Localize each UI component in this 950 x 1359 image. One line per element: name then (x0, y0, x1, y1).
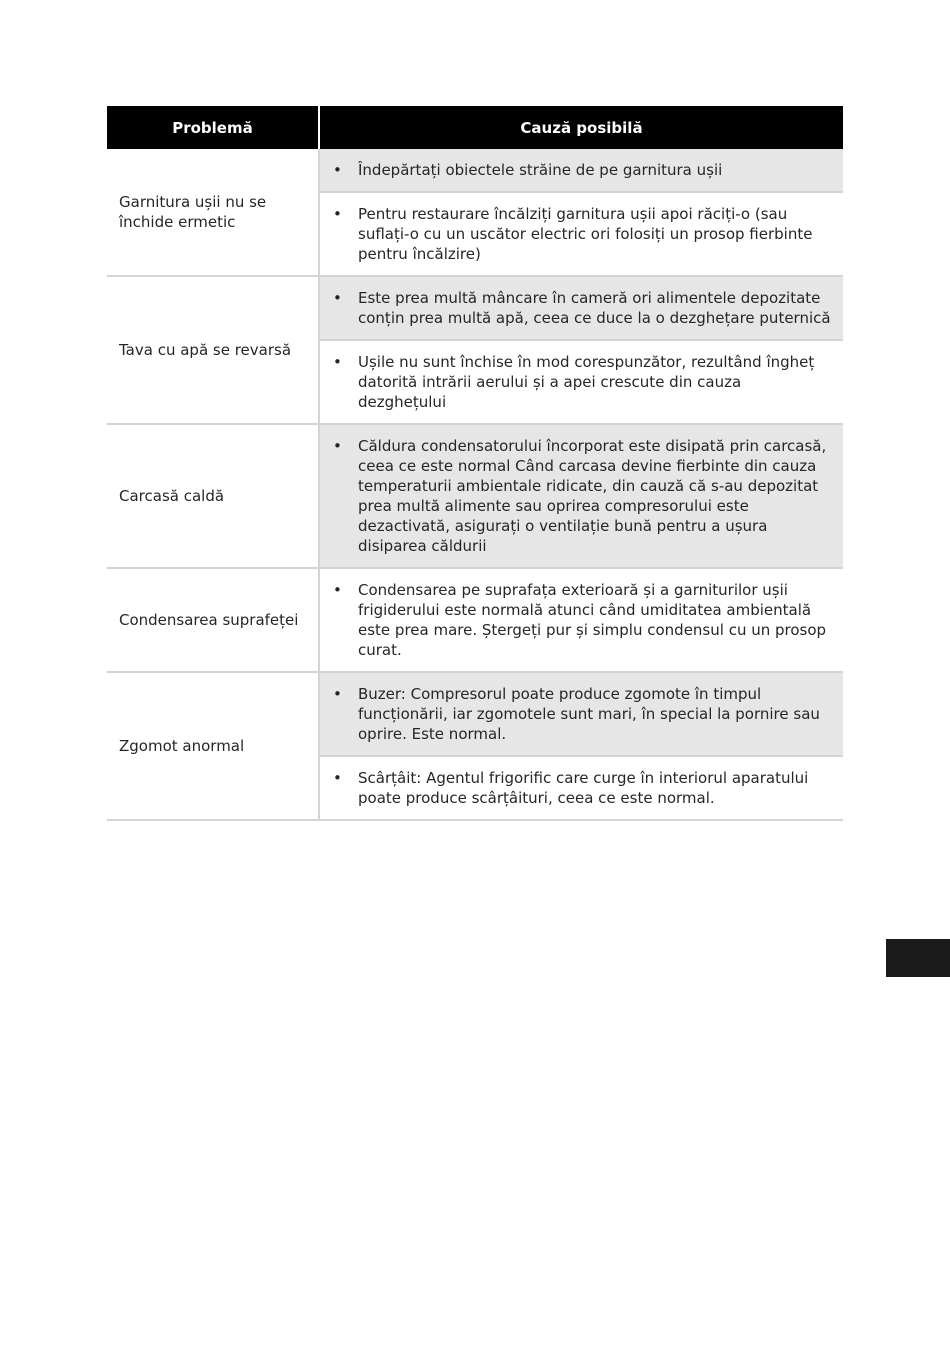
problem-cell: Zgomot anormal (107, 672, 319, 820)
table-header-row (107, 106, 843, 149)
cause-text: Scârțâit: Agentul frigorific care curge în interiorul aparatului poate produce scârțâituri, ceea ce este normal. (358, 769, 809, 807)
bullet-icon: • (333, 161, 342, 179)
cause-text: Pentru restaurare încălziți garnitura ușii apoi răciți-o (sau suflați-o cu un uscător electric ori folosiți un prosop fierbinte pentru încălzire) (358, 205, 813, 263)
bullet-icon: • (333, 289, 342, 307)
bullet-icon: • (333, 437, 342, 455)
table-row (107, 568, 843, 672)
cause-cell (319, 424, 843, 568)
problem-cell: Tava cu apă se revarsă (107, 276, 319, 424)
cause-cell (319, 672, 843, 756)
cause-cell (319, 149, 843, 192)
page-tab-marker (886, 939, 950, 977)
cause-text: Îndepărtați obiectele străine de pe garnitura ușii (358, 161, 723, 179)
problem-cell: Condensarea suprafeței (107, 568, 319, 672)
cause-cell (319, 340, 843, 424)
cause-cell (319, 192, 843, 276)
troubleshooting-table (107, 106, 843, 821)
cause-text: Ușile nu sunt închise în mod corespunzător, rezultând îngheț datorită intrării aerului și a apei crescute din cauza dezghețului (358, 353, 815, 411)
cause-text: Este prea multă mâncare în cameră ori alimentele depozitate conțin prea multă apă, ceea ce duce la o dezghețare puternică (358, 289, 831, 327)
cause-cell (319, 276, 843, 340)
cause-text: Buzer: Compresorul poate produce zgomote în timpul funcționării, iar zgomotele sunt mari, în special la pornire sau oprire. Este normal. (358, 685, 820, 743)
cause-text: Condensarea pe suprafața exterioară și a garniturilor ușii frigiderului este normală atunci când umiditatea ambientală este prea mare. Ștergeți pur și simplu condensul cu un prosop curat. (358, 581, 827, 659)
bullet-icon: • (333, 581, 342, 599)
table-row (107, 424, 843, 568)
bullet-icon: • (333, 353, 342, 371)
table-row (107, 276, 843, 340)
header-problem: Problemă (107, 106, 319, 149)
problem-cell: Carcasă caldă (107, 424, 319, 568)
table-row (107, 149, 843, 192)
cause-cell (319, 756, 843, 820)
bullet-icon: • (333, 769, 342, 787)
table-row (107, 672, 843, 756)
problem-cell: Garnitura ușii nu se închide ermetic (107, 149, 319, 276)
bullet-icon: • (333, 685, 342, 703)
cause-cell (319, 568, 843, 672)
bullet-icon: • (333, 205, 342, 223)
header-cause: Cauză posibilă (319, 106, 843, 149)
cause-text: Căldura condensatorului încorporat este disipată prin carcasă, ceea ce este normal Când carcasa devine fierbinte din cauza temperaturii ambientale ridicate, din cauză că s-au depozitat prea multă alimente sau oprirea compresorului este dezactivată, asigurați o ventilație bună pentru a ușura disiparea căldurii (358, 437, 827, 555)
